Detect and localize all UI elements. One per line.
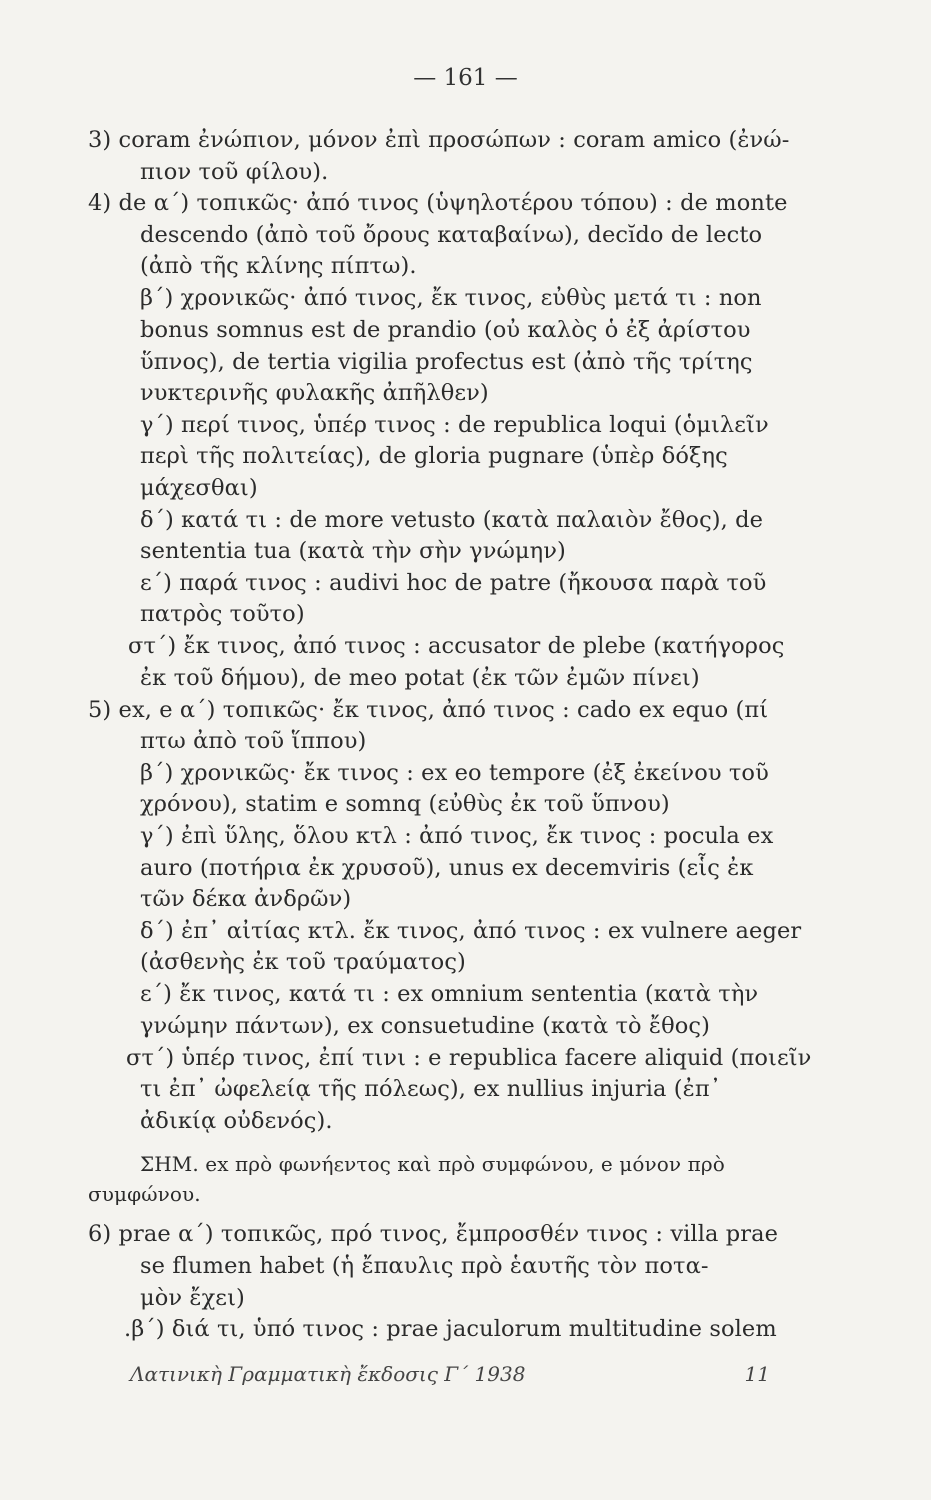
text-line: 4) de α΄) τοπικῶς· ἀπό τινος (ὑψηλοτέρου τόπου) : de monte	[88, 190, 788, 216]
text-line: γ΄) ἐπὶ ὕλης, ὅλου κτλ : ἀπό τινος, ἔκ τινος : pocula ex	[140, 823, 774, 849]
text-line: γνώμην πάντων), ex consuetudine (κατὰ τὸ ἔθος)	[140, 1013, 710, 1039]
text-line: ἐκ τοῦ δήμου), de meo potat (ἐκ τῶν ἐμῶν πίνει)	[140, 665, 700, 691]
signature-footer	[130, 1358, 810, 1390]
text-line: στ΄) ὑπέρ τινος, ἐπί τινι : e republica facere aliquid (ποιεῖν	[126, 1045, 812, 1071]
footer-title: Λατινικὴ Γραμματικὴ ἔκδοσις Γ΄ 1938	[130, 1362, 526, 1386]
text-line: β΄) χρονικῶς· ἀπό τινος, ἔκ τινος, εὐθὺς μετά τι : non	[140, 285, 762, 311]
text-line: τι ἐπ᾽ ὠφελείᾳ τῆς πόλεως), ex nullius injuria (ἐπ᾽	[140, 1076, 722, 1102]
page-number: — 161 —	[413, 65, 518, 91]
text-line: χρόνου), statim e somnq (εὐθὺς ἐκ τοῦ ὕπνου)	[140, 791, 670, 817]
text-line: ἀδικίᾳ οὐδενός).	[140, 1108, 333, 1134]
text-line: β΄) χρονικῶς· ἔκ τινος : ex eo tempore (ἐξ ἐκείνου τοῦ	[140, 760, 769, 786]
note-line: συμφώνου.	[88, 1182, 201, 1206]
text-line: νυκτερινῆς φυλακῆς ἀπῆλθεν)	[140, 380, 489, 406]
text-line: 3) coram ἐνώπιον, μόνον ἐπὶ προσώπων : coram amico (ἐνώ-	[88, 127, 790, 153]
text-line: (ἀσθενὴς ἐκ τοῦ τραύματος)	[140, 949, 466, 975]
text-line: (ἀπὸ τῆς κλίνης πίπτω).	[140, 253, 417, 279]
text-line: στ΄) ἔκ τινος, ἀπό τινος : accusator de plebe (κατήγορος	[128, 633, 785, 659]
text-line: πτω ἀπὸ τοῦ ἵππου)	[140, 728, 367, 754]
text-line: ε΄) παρά τινος : audivi hoc de patre (ἤκουσα παρὰ τοῦ	[140, 570, 767, 596]
text-line: auro (ποτήρια ἐκ χρυσοῦ), unus ex decemviris (εἷς ἐκ	[140, 855, 754, 881]
text-line: τῶν δέκα ἀνδρῶν)	[140, 886, 352, 912]
text-line: περὶ τῆς πολιτείας), de gloria pugnare (ὑπὲρ δόξης	[140, 443, 728, 469]
text-line: μὸν ἔχει)	[140, 1285, 245, 1311]
text-line: γ΄) περί τινος, ὑπέρ τινος : de republica loqui (ὁμιλεῖν	[140, 412, 769, 438]
text-line: ε΄) ἔκ τινος, κατά τι : ex omnium sententia (κατὰ τὴν	[140, 981, 759, 1007]
text-line: descendo (ἀπὸ τοῦ ὄρους καταβαίνω), decĭdo de lecto	[140, 222, 763, 248]
text-line: se flumen habet (ἡ ἔπαυλις πρὸ ἑαυτῆς τὸν ποτα-	[140, 1253, 709, 1279]
text-line: μάχεσθαι)	[140, 475, 258, 501]
text-line: δ΄) κατά τι : de more vetusto (κατὰ παλαιὸν ἔθος), de	[140, 507, 764, 533]
text-line: 6) prae α΄) τοπικῶς, πρό τινος, ἔμπροσθέν τινος : villa prae	[88, 1221, 779, 1247]
text-line: πατρὸς τοῦτο)	[140, 601, 305, 627]
sheet-number: 11	[744, 1362, 770, 1386]
text-line: δ΄) ἐπ᾽ αἰτίας κτλ. ἔκ τινος, ἀπό τινος : ex vulnere aeger	[140, 918, 802, 944]
text-line: 5) ex, e α΄) τοπικῶς· ἔκ τινος, ἀπό τινος : cado ex equo (πί	[88, 697, 769, 723]
text-line: πιον τοῦ φίλου).	[140, 159, 329, 185]
text-line: .β΄) διά τι, ὑπό τινος : prae jaculorum multitudine solem	[124, 1316, 777, 1342]
note-line: ΣΗΜ. ex πρὸ φωνήεντος καὶ πρὸ συμφώνου, e μόνον πρὸ	[140, 1152, 725, 1176]
text-line: ὕπνος), de tertia vigilia profectus est (ἀπὸ τῆς τρίτης	[140, 349, 753, 375]
text-line: sententia tua (κατὰ τὴν σὴν γνώμην)	[140, 538, 566, 564]
text-line: bonus somnus est de prandio (οὐ καλὸς ὁ ἐξ ἀρίστου	[140, 317, 751, 343]
